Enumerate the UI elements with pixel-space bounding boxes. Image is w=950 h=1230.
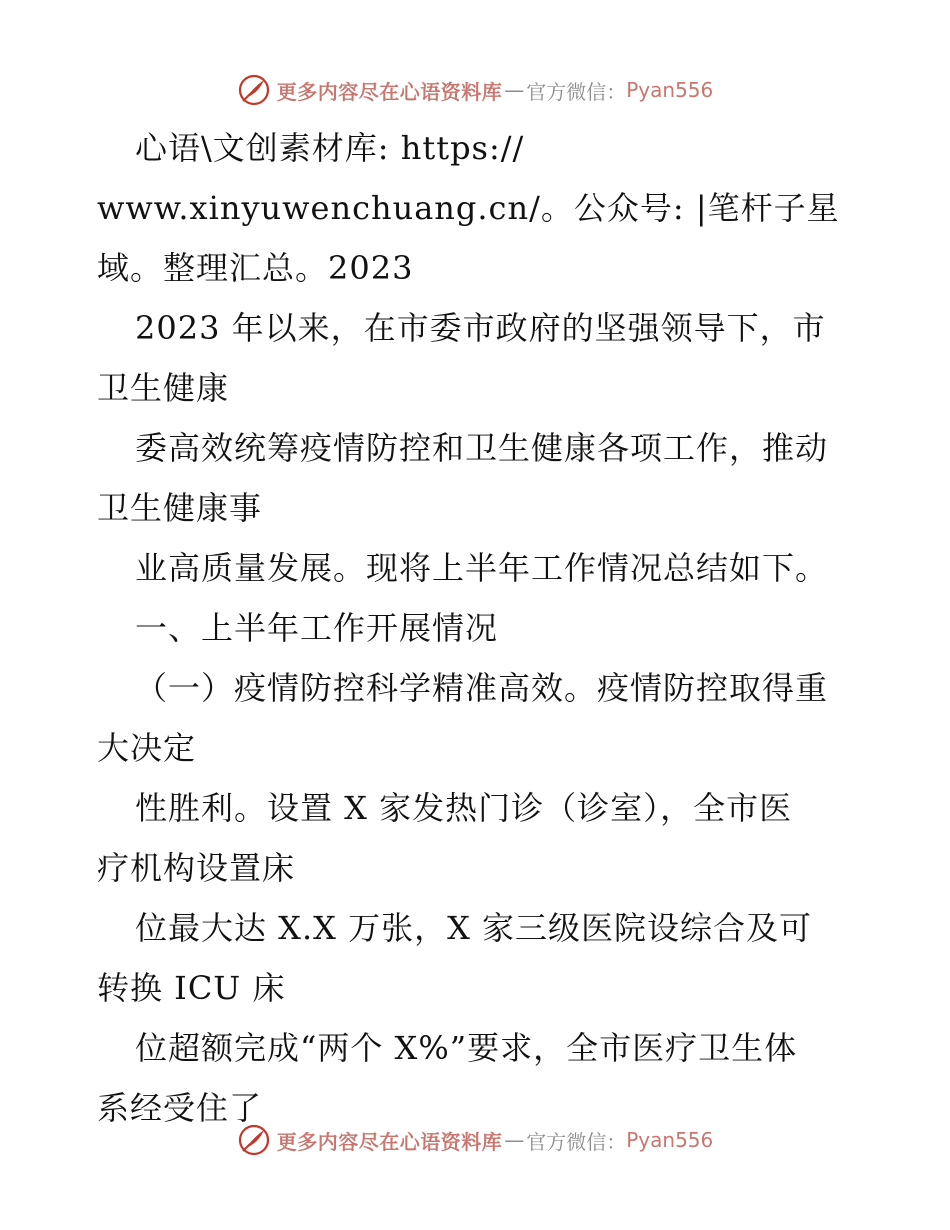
- header-watermark: [0, 70, 950, 110]
- text-line: 性胜利。设置 X 家发热门诊（诊室），全市医: [135, 789, 793, 827]
- text-line: 委高效统筹疫情防控和卫生健康各项工作，推动: [135, 429, 829, 467]
- text-line: 卫生健康: [97, 369, 230, 407]
- text-line: 疗机构设置床: [97, 849, 296, 887]
- watermark-brand-text: 更多内容尽在心语资料库: [276, 1129, 503, 1154]
- watermark-official-label: 官方微信：: [526, 1129, 627, 1154]
- watermark-wechat-id: Pyan556: [626, 1128, 714, 1152]
- watermark-wechat-id: Pyan556: [626, 78, 714, 102]
- watermark-official-label: 官方微信：: [526, 79, 627, 104]
- text-line: 2023 年以来，在市委市政府的坚强领导下，市: [135, 309, 826, 347]
- text-line: 心语\文创素材库: https://: [135, 129, 525, 167]
- text-line: www.xinyuwenchuang.cn/。公众号: |笔杆子星: [97, 189, 840, 227]
- text-line: 位超额完成“两个 X%”要求，全市医疗卫生体: [135, 1029, 798, 1067]
- text-line: （一）疫情防控科学精准高效。疫情防控取得重: [135, 669, 829, 707]
- text-line: 业高质量发展。现将上半年工作情况总结如下。: [135, 549, 829, 587]
- section-heading: 一、上半年工作开展情况: [135, 609, 499, 647]
- watermark-dash: —: [504, 78, 525, 102]
- feather-pen-logo-icon: [237, 73, 271, 107]
- text-line: 转换 ICU 床: [97, 969, 286, 1007]
- watermark-dash: —: [504, 1128, 525, 1152]
- feather-pen-logo-icon: [237, 1123, 271, 1157]
- footer-watermark: [0, 1120, 950, 1160]
- document-body: [97, 118, 857, 1138]
- text-line: 位最大达 X.X 万张，X 家三级医院设综合及可: [135, 909, 813, 947]
- text-line: 卫生健康事: [97, 489, 263, 527]
- watermark-brand-text: 更多内容尽在心语资料库: [276, 79, 503, 104]
- text-line: 域。整理汇总。2023: [97, 249, 414, 287]
- text-line: 大决定: [97, 729, 197, 767]
- text-line: 系经受住了: [97, 1089, 263, 1127]
